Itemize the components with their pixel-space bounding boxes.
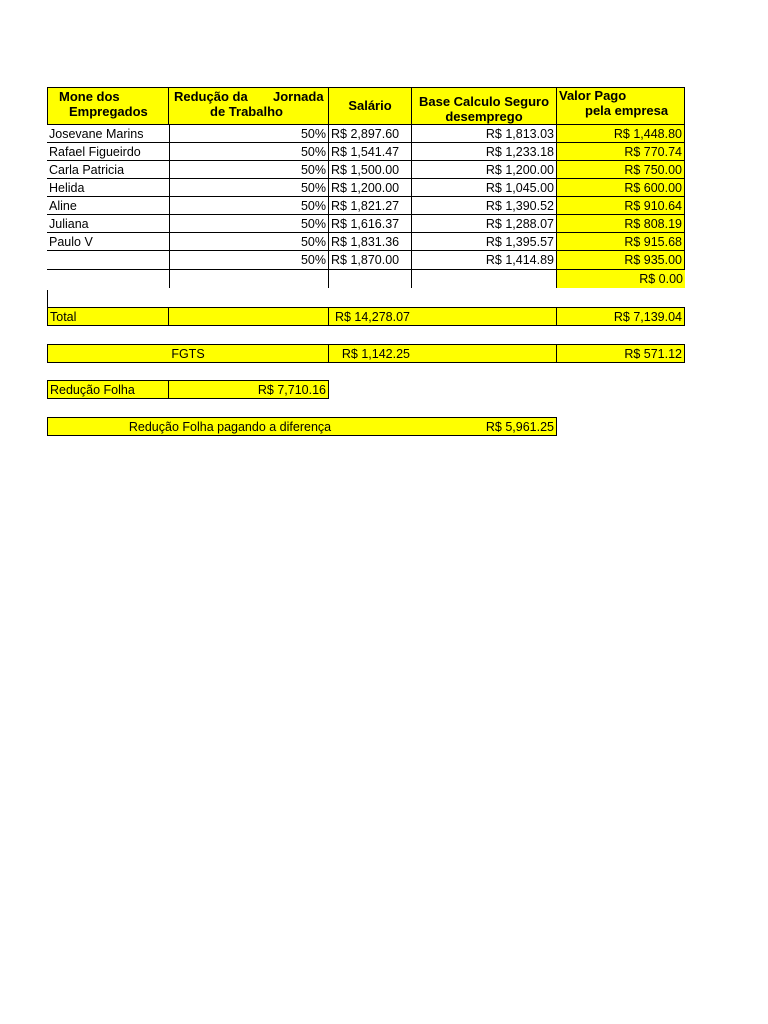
row-salary[interactable]: R$ 1,821.27 xyxy=(329,197,412,215)
row-salary[interactable]: R$ 1,541.47 xyxy=(329,143,412,161)
row-name[interactable]: Juliana xyxy=(47,215,169,233)
header-name[interactable] xyxy=(47,87,169,125)
row-paid[interactable]: R$ 600.00 xyxy=(557,179,685,197)
header-reduction-l1b: Jornada xyxy=(273,89,324,104)
row-paid[interactable]: R$ 935.00 xyxy=(557,251,685,270)
header-paid-line2: pela empresa xyxy=(585,103,669,118)
row-reduction[interactable] xyxy=(169,270,329,288)
reducao-diferenca-value[interactable]: R$ 5,961.25 xyxy=(412,417,557,436)
row-salary[interactable]: R$ 1,200.00 xyxy=(329,179,412,197)
row-paid[interactable]: R$ 915.68 xyxy=(557,233,685,251)
total-base[interactable] xyxy=(412,307,557,326)
row-reduction[interactable]: 50% xyxy=(169,233,329,251)
row-base[interactable]: R$ 1,288.07 xyxy=(412,215,557,233)
row-base[interactable]: R$ 1,390.52 xyxy=(412,197,557,215)
row-base[interactable]: R$ 1,200.00 xyxy=(412,161,557,179)
row-salary[interactable]: R$ 1,831.36 xyxy=(329,233,412,251)
row-paid[interactable]: R$ 750.00 xyxy=(557,161,685,179)
header-reduction-line2: de Trabalho xyxy=(210,104,283,119)
row-base[interactable]: R$ 1,395.57 xyxy=(412,233,557,251)
row-salary[interactable]: R$ 1,500.00 xyxy=(329,161,412,179)
row-base[interactable]: R$ 1,045.00 xyxy=(412,179,557,197)
header-base-line1: Base Calculo Seguro xyxy=(418,94,550,109)
row-reduction[interactable]: 50% xyxy=(169,215,329,233)
row-paid[interactable]: R$ 1,448.80 xyxy=(557,125,685,143)
header-reduction-line1 xyxy=(171,89,326,104)
reducao-folha-label[interactable]: Redução Folha xyxy=(47,380,169,399)
reducao-folha-value[interactable]: R$ 7,710.16 xyxy=(169,380,329,399)
header-base[interactable] xyxy=(412,87,557,125)
row-salary[interactable]: R$ 2,897.60 xyxy=(329,125,412,143)
row-reduction[interactable]: 50% xyxy=(169,197,329,215)
header-name-line1: Mone dos xyxy=(59,89,120,104)
row-paid[interactable]: R$ 808.19 xyxy=(557,215,685,233)
total-salary[interactable]: R$ 14,278.07 xyxy=(329,307,413,326)
header-name-line2: Empregados xyxy=(69,104,148,119)
row-paid[interactable]: R$ 0.00 xyxy=(557,270,685,288)
row-name[interactable]: Carla Patricia xyxy=(47,161,169,179)
row-reduction[interactable]: 50% xyxy=(169,143,329,161)
row-salary[interactable]: R$ 1,870.00 xyxy=(329,251,412,270)
row-base[interactable]: R$ 1,233.18 xyxy=(412,143,557,161)
row-paid[interactable]: R$ 910.64 xyxy=(557,197,685,215)
row-name[interactable] xyxy=(47,251,169,270)
total-reduction[interactable] xyxy=(169,307,329,326)
row-salary[interactable] xyxy=(329,270,412,288)
header-salary-label: Salário xyxy=(348,98,392,113)
fgts-label[interactable] xyxy=(47,344,329,363)
fgts-salary[interactable]: R$ 1,142.25 xyxy=(329,344,413,363)
fgts-label-text: FGTS xyxy=(171,347,205,361)
row-name[interactable]: Paulo V xyxy=(47,233,169,251)
reducao-diferenca-label[interactable]: Redução Folha pagando a diferença xyxy=(47,417,413,436)
row-base[interactable]: R$ 1,813.03 xyxy=(412,125,557,143)
row-name[interactable]: Josevane Marins xyxy=(47,125,169,143)
row-name[interactable]: Helida xyxy=(47,179,169,197)
header-base-line2: desemprego xyxy=(445,109,523,124)
divider xyxy=(47,290,48,307)
row-reduction[interactable]: 50% xyxy=(169,251,329,270)
header-paid-line1: Valor Pago xyxy=(559,88,627,103)
header-salary[interactable] xyxy=(329,87,412,125)
header-reduction[interactable] xyxy=(169,87,329,125)
header-paid[interactable] xyxy=(557,87,685,125)
total-label[interactable]: Total xyxy=(47,307,169,326)
row-name[interactable]: Rafael Figueirdo xyxy=(47,143,169,161)
fgts-paid[interactable]: R$ 571.12 xyxy=(557,344,685,363)
row-reduction[interactable]: 50% xyxy=(169,161,329,179)
row-name[interactable] xyxy=(47,270,169,288)
row-reduction[interactable]: 50% xyxy=(169,179,329,197)
row-paid[interactable]: R$ 770.74 xyxy=(557,143,685,161)
row-name[interactable]: Aline xyxy=(47,197,169,215)
fgts-base[interactable] xyxy=(412,344,557,363)
row-base[interactable] xyxy=(412,270,557,288)
header-reduction-l1a: Redução da xyxy=(174,89,248,104)
total-paid[interactable]: R$ 7,139.04 xyxy=(557,307,685,326)
row-reduction[interactable]: 50% xyxy=(169,125,329,143)
row-salary[interactable]: R$ 1,616.37 xyxy=(329,215,412,233)
row-base[interactable]: R$ 1,414.89 xyxy=(412,251,557,270)
